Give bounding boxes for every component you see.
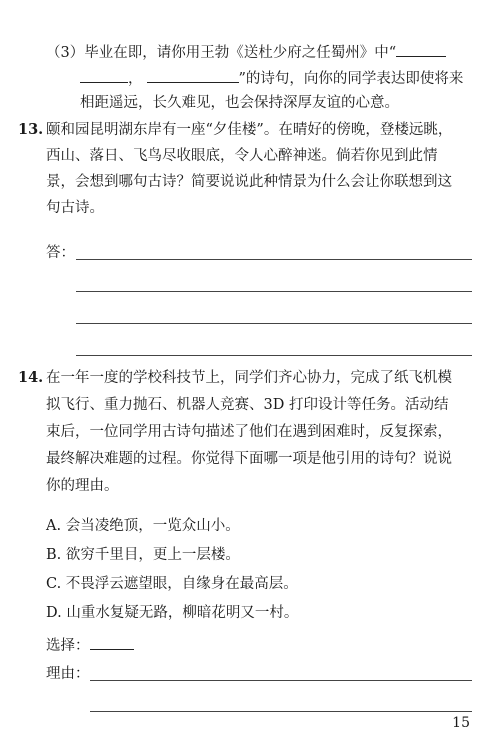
q13-answer-line-1[interactable]: [76, 259, 472, 260]
q12-3-line-1: [46, 41, 446, 63]
q12-3-line-2: [80, 67, 463, 89]
q14-reason-line-1[interactable]: [90, 680, 472, 681]
q12-3-blank-2[interactable]: [147, 67, 239, 83]
q14-number: 14.: [18, 369, 44, 386]
q14-text-line-1: 在一年一度的学校科技节上，同学们齐心协力，完成了纸飞机模: [46, 370, 452, 386]
q13-answer-line-2[interactable]: [76, 291, 472, 292]
q14-text-line-5: 你的理由。: [46, 478, 119, 494]
q14-choice-blank[interactable]: [90, 634, 134, 650]
q13-answer-line-3[interactable]: [76, 323, 472, 324]
q14-text-line-2: 拟飞行、重力抛石、机器人竞赛、3D 打印设计等任务。活动结: [46, 397, 449, 413]
q12-3-blank-1a[interactable]: [396, 41, 446, 57]
q12-3-line-3: 相距遥远，长久难见，也会保持深厚友谊的心意。: [80, 95, 399, 111]
q13-text-line-1: 颐和园昆明湖东岸有一座“夕佳楼”。在晴好的傍晚，登楼远眺，: [46, 122, 453, 138]
q13-answer-line-4[interactable]: [76, 355, 472, 356]
q14-reason-line-2[interactable]: [90, 711, 472, 712]
q13-answer-label: 答：: [46, 245, 75, 261]
q13-text-line-3: 景，会想到哪句古诗？简要说说此种情景为什么会让你联想到这: [46, 174, 452, 190]
q13-text-line-2: 西山、落日、飞鸟尽收眼底，令人心醉神迷。倘若你见到此情: [46, 148, 438, 164]
q14-option-a: A. 会当凌绝顶，一览众山小。: [46, 518, 240, 534]
q12-3-blank-1b[interactable]: [80, 67, 128, 83]
q14-option-b: B. 欲穷千里目，更上一层楼。: [46, 547, 240, 563]
q12-3-line-2-text: ”的诗句，向你的同学表达即使将来: [238, 71, 464, 87]
q14-choice-label: 选择：: [46, 638, 90, 654]
page-number: 15: [452, 715, 470, 731]
q13-text-line-4: 句古诗。: [46, 200, 104, 216]
q12-3-separator: ，: [128, 71, 143, 87]
q14-text-line-4: 最终解决难题的过程。你觉得下面哪一项是他引用的诗句？说说: [46, 451, 452, 467]
q14-option-d: D. 山重水复疑无路，柳暗花明又一村。: [46, 605, 299, 621]
q13-number: 13.: [18, 121, 44, 138]
q14-option-c: C. 不畏浮云遮望眼，自缘身在最高层。: [46, 576, 298, 592]
q14-choice-row: [46, 634, 134, 656]
q14-reason-label: 理由：: [46, 666, 90, 682]
q12-3-prompt-text: （3）毕业在即，请你用王勃《送杜少府之任蜀州》中“: [46, 45, 397, 61]
q14-text-line-3: 束后，一位同学用古诗句描述了他们在遇到困难时，反复探索，: [46, 424, 452, 440]
